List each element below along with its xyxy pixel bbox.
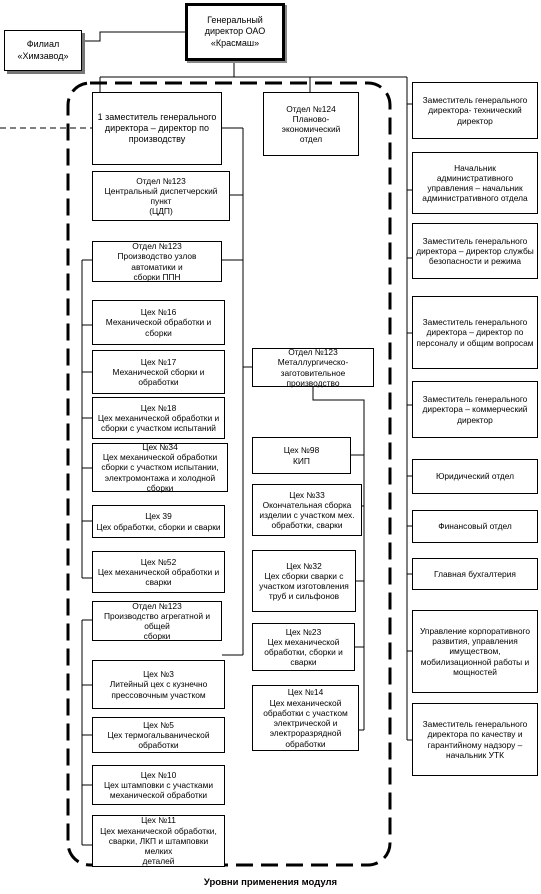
right-box-administrative: Начальник административного управления – начальник административного отдела xyxy=(412,152,538,214)
ceh-14-box: Цех №14 Цех механической обработки с участком электрической и электроразрядной обработки xyxy=(252,685,359,751)
right-box-commercial: Заместитель генерального директора – коммерческий директор xyxy=(412,381,538,438)
ceh-32-box: Цех №32 Цех сборки сварки с участком изготовления труб и сильфонов xyxy=(252,550,356,612)
right-box-accounting: Главная бухгалтерия xyxy=(412,558,538,590)
dept-123-cdp-box: Отдел №123 Центральный диспетчерский пункт (ЦДП) xyxy=(92,171,230,221)
ceh-52-box: Цех №52 Цех механической обработки и сварки xyxy=(92,551,225,593)
module-caption: Уровни применения модуля xyxy=(203,877,338,888)
ceh-5-box: Цех №5 Цех термогальванической обработки xyxy=(92,717,225,753)
ceh-16-box: Цех №16 Механической обработки и сборки xyxy=(92,300,225,345)
right-box-personnel: Заместитель генерального директора – директор по персоналу и общим вопросам xyxy=(412,296,538,369)
deputy-production-box: 1 заместитель генерального директора – директор по производству xyxy=(92,92,222,165)
ceh-34-box: Цех №34 Цех механической обработки сборки с участком испытании, электромонтажа и холодной сборки xyxy=(92,443,228,492)
right-box-security: Заместитель генерального директора – директор службы безопасности и режима xyxy=(412,223,538,279)
ceh-33-box: Цех №33 Окончательная сборка изделии с участком мех. обработки, сварки xyxy=(252,484,362,536)
right-box-finance: Финансовый отдел xyxy=(412,510,538,543)
dept-123-agg-box: Отдел №123 Производство агрегатной и общей сборки xyxy=(92,601,222,641)
right-box-technical-director: Заместитель генерального директора- технический директор xyxy=(412,82,538,139)
ceh-11-box: Цех №11 Цех механической обработки, сварки, ЛКП и штамповки мелких деталей xyxy=(92,815,225,867)
ceh-18-box: Цех №18 Цех механической обработки и сборки с участком испытаний xyxy=(92,397,225,439)
right-box-corporate-development: Управление корпоративного развития, управления имуществом, мобилизационной работы и мощностей xyxy=(412,610,538,693)
general-director-box: Генеральный директор ОАО «Красмаш» xyxy=(185,3,285,61)
ceh-23-box: Цех №23 Цех механической обработки, сборки и сварки xyxy=(252,623,355,671)
dept-123-ppn-box: Отдел №123 Производство узлов автоматики и сборки ППН xyxy=(92,241,222,282)
branch-box: Филиал «Химзавод» xyxy=(4,30,82,71)
ceh-17-box: Цех №17 Механической сборки и обработки xyxy=(92,350,225,394)
right-box-quality: Заместитель генерального директора по качеству и гарантийному надзору – начальник УТК xyxy=(412,703,538,776)
dept-123-met-box: Отдел №123 Металлургическо- заготовительное производство xyxy=(252,348,374,387)
ceh-39-box: Цех 39 Цех обработки, сборки и сварки xyxy=(92,505,225,538)
dept-124-box: Отдел №124 Планово-экономический отдел xyxy=(263,92,359,156)
right-box-legal: Юридический отдел xyxy=(412,459,538,494)
ceh-10-box: Цех №10 Цех штамповки с участками механической обработки xyxy=(92,765,225,805)
ceh-3-box: Цех №3 Литейный цех с кузнечно прессовочным участком xyxy=(92,660,225,709)
ceh-98-box: Цех №98 КИП xyxy=(252,437,351,474)
